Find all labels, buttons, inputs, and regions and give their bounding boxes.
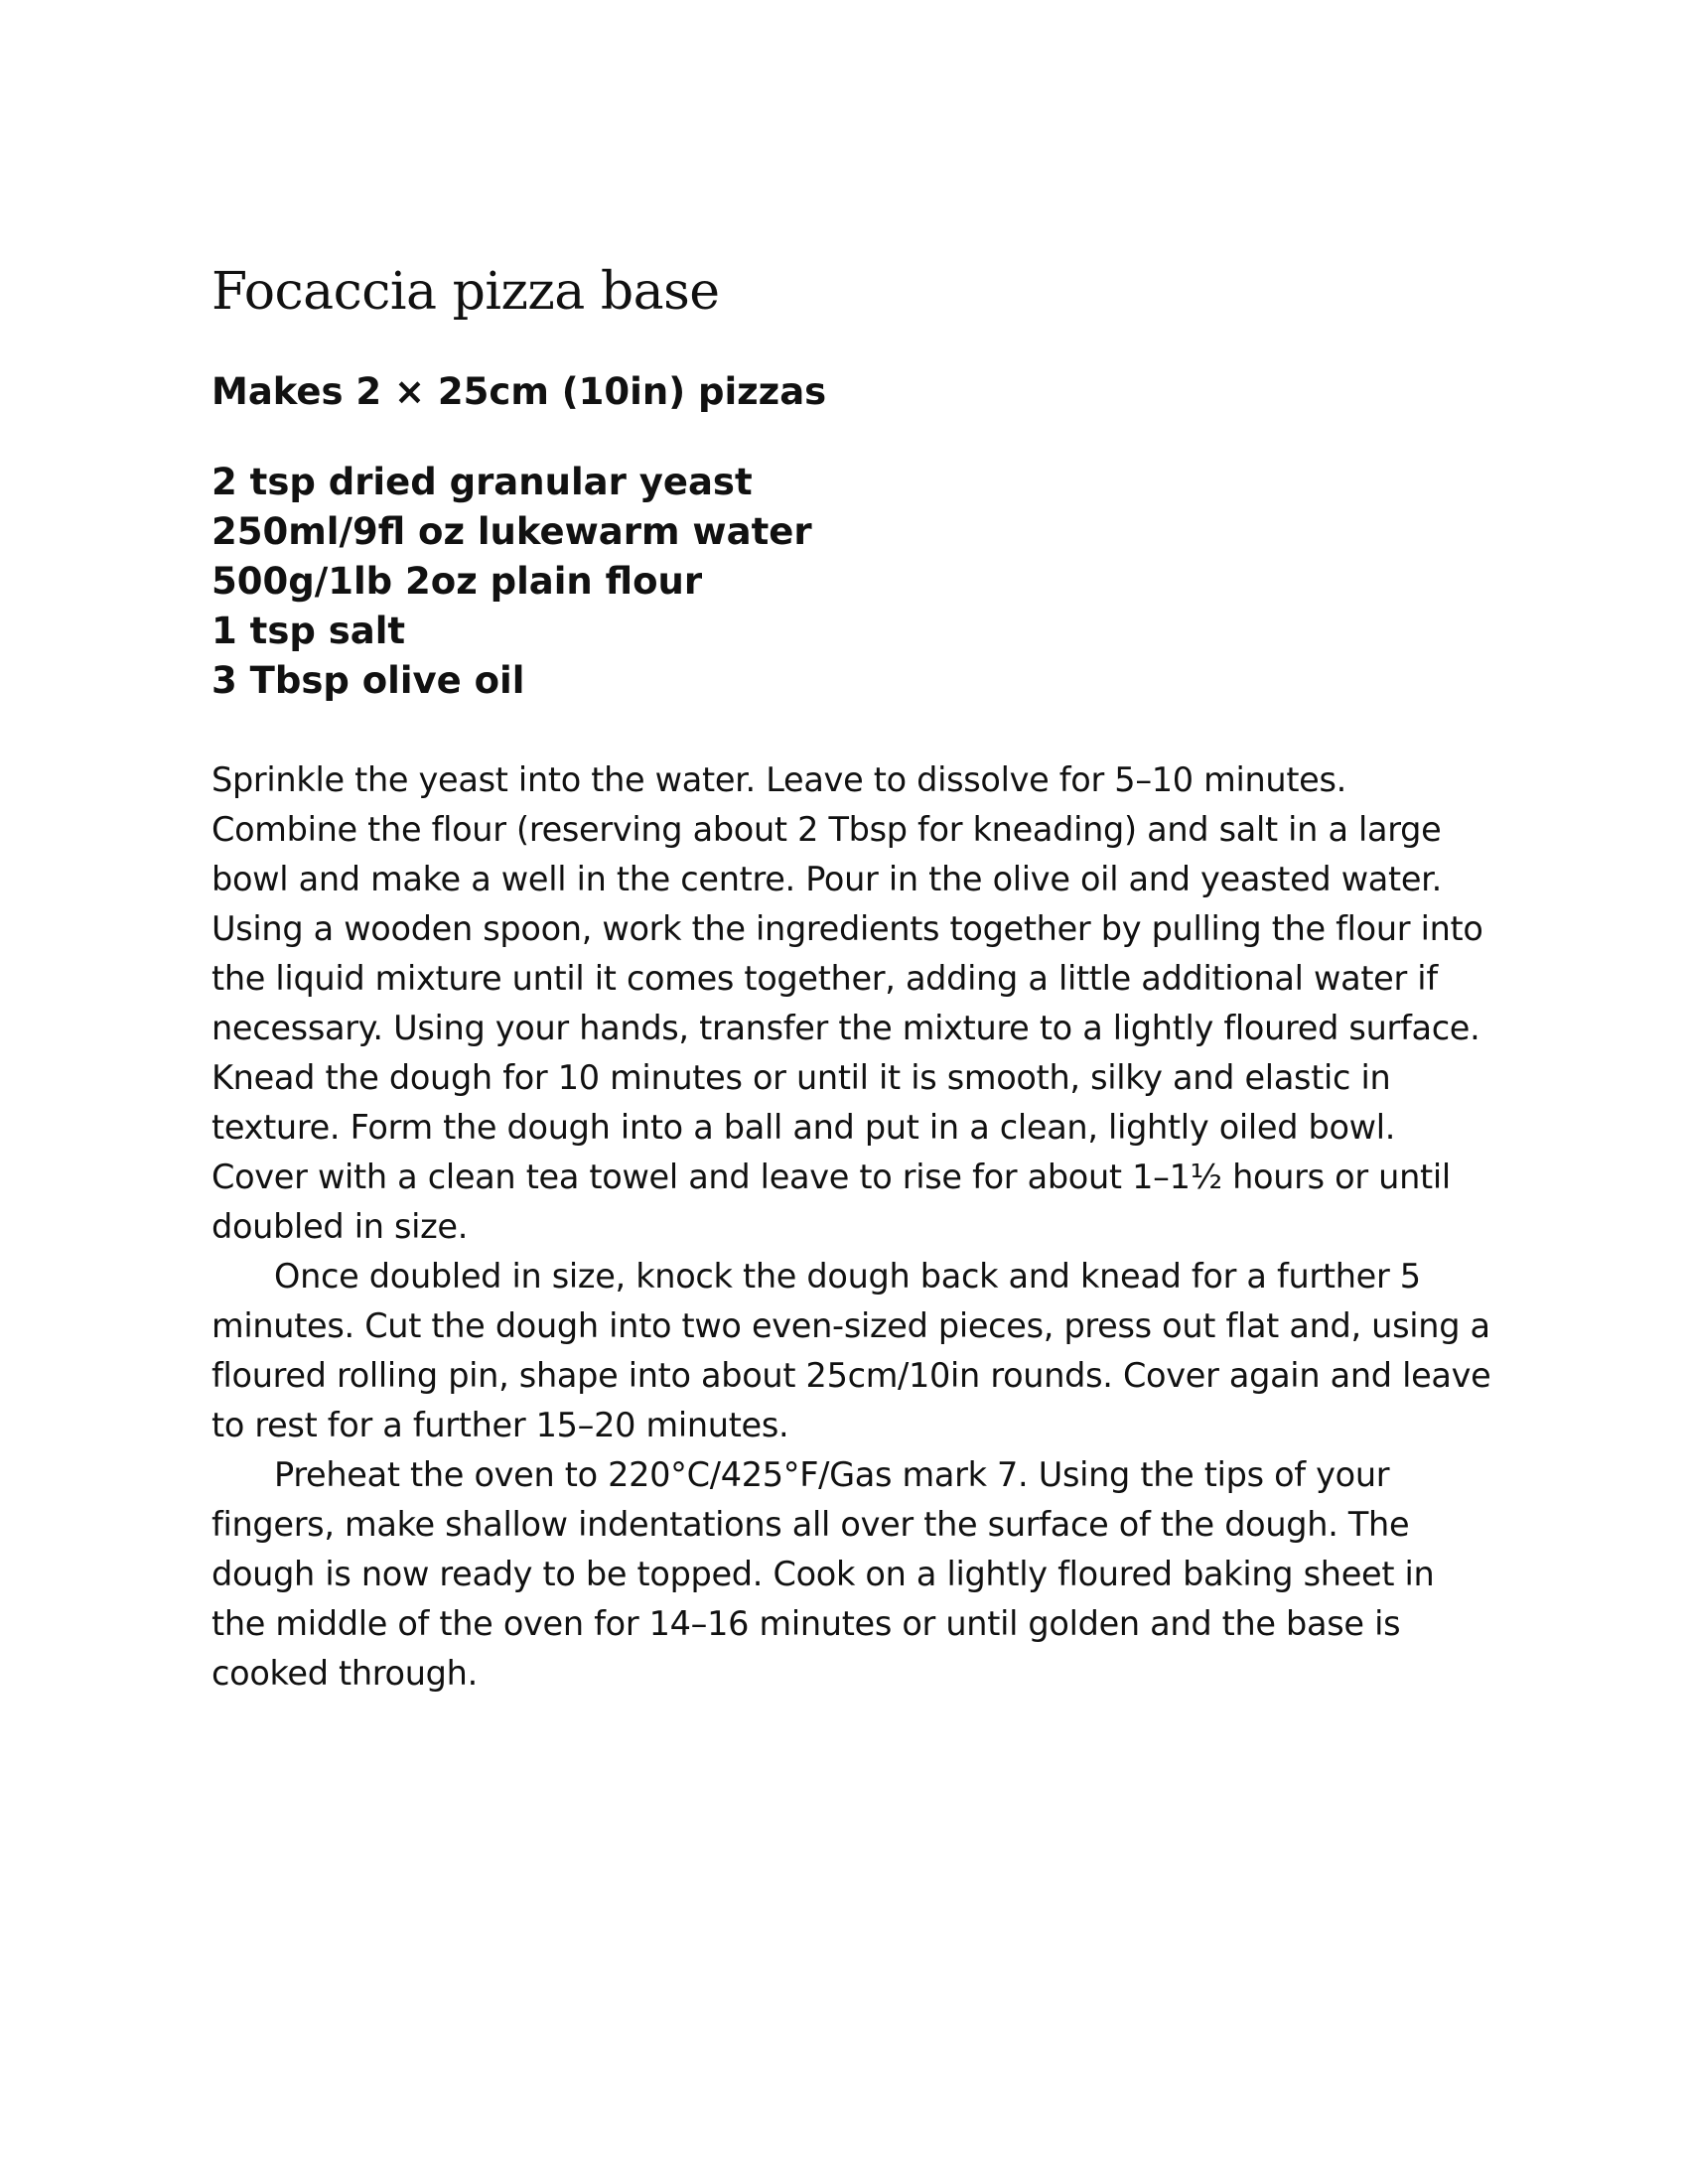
method-paragraph: Preheat the oven to 220°C/425°F/Gas mark 7. Using the tips of your fingers, make shallow indentations all over the surface of the dough. The dough is now ready to be topped. Cook on a lightly floured baking sheet in the middle of the oven for 14–16 minutes or until golden and the base is cooked through. xyxy=(211,1455,1435,1693)
ingredient-item: 500g/1lb 2oz plain flour xyxy=(211,560,703,603)
recipe-title: Focaccia pizza base xyxy=(211,262,720,322)
method-section xyxy=(211,755,1492,1699)
recipe-page xyxy=(211,256,1492,1699)
ingredient-item: 1 tsp salt xyxy=(211,610,406,652)
recipe-yield: Makes 2 × 25cm (10in) pizzas xyxy=(211,370,827,413)
ingredient-item: 250ml/9fl oz lukewarm water xyxy=(211,510,812,553)
method-paragraph: Sprinkle the yeast into the water. Leave to dissolve for 5–10 minutes. Combine the flour (reserving about 2 Tbsp for kneading) and salt in a large bowl and make a well in the centre. Pour in the olive oil and yeasted water. Using a wooden spoon, work the ingredients together by pulling the flour into the liquid mixture until it comes together, adding a little additional water if necessary. Using your hands, transfer the mixture to a lightly floured surface. Knead the dough for 10 minutes or until it is smooth, silky and elastic in texture. Form the dough into a ball and put in a clean, lightly oiled bowl. Cover with a clean tea towel and leave to rise for about 1–1½ hours or until doubled in size. xyxy=(211,760,1483,1246)
ingredient-item: 2 tsp dried granular yeast xyxy=(211,461,753,503)
method-paragraph: Once doubled in size, knock the dough back and knead for a further 5 minutes. Cut the dough into two even-sized pieces, press out flat and, using a floured rolling pin, shape into about 25cm/10in rounds. Cover again and leave to rest for a further 15–20 minutes. xyxy=(211,1257,1491,1444)
ingredient-item: 3 Tbsp olive oil xyxy=(211,659,525,702)
ingredient-list xyxy=(211,458,1492,706)
